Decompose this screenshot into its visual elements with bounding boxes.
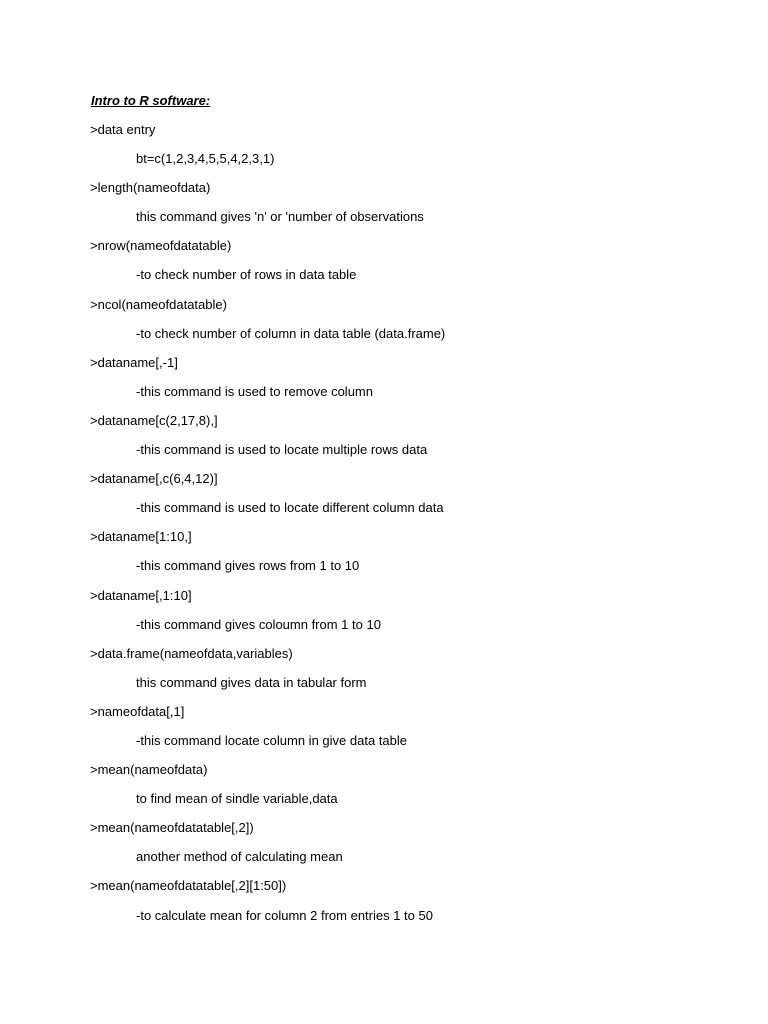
command-description: -this command gives coloumn from 1 to 10 [136, 616, 381, 632]
list-item [0, 819, 768, 877]
command-text: >dataname[,c(6,4,12)] [90, 471, 218, 487]
command-description: -this command locate column in give data table [136, 732, 407, 748]
command-text: >nameofdata[,1] [90, 703, 185, 719]
command-text: >dataname[c(2,17,8),] [90, 412, 218, 428]
command-text: >data.frame(nameofdata,variables) [90, 645, 293, 661]
list-item [0, 470, 768, 528]
document-title: Intro to R software: [91, 93, 211, 108]
command-text: >mean(nameofdatatable[,2]) [90, 820, 254, 836]
command-description: to find mean of sindle variable,data [136, 791, 338, 807]
command-text: >nrow(nameofdatatable) [90, 238, 232, 254]
command-description: another method of calculating mean [136, 849, 343, 865]
list-item [0, 179, 768, 237]
list-item [0, 296, 768, 354]
command-description: -this command gives rows from 1 to 10 [136, 558, 360, 574]
list-item [0, 645, 768, 703]
list-item [0, 761, 768, 819]
list-item [0, 121, 768, 179]
command-text: >data entry [90, 122, 156, 137]
list-item [0, 237, 768, 295]
command-description: bt=c(1,2,3,4,5,5,4,2,3,1) [136, 151, 275, 167]
command-description: this command gives 'n' or 'number of observations [136, 209, 424, 225]
command-text: >mean(nameofdata) [90, 762, 208, 778]
command-description: -this command is used to locate different column data [136, 500, 444, 516]
command-text: >length(nameofdata) [90, 180, 211, 196]
list-item [0, 587, 768, 645]
command-description: -to calculate mean for column 2 from entries 1 to 50 [136, 907, 433, 923]
command-description: -this command is used to remove column [136, 383, 373, 399]
list-item [0, 877, 768, 935]
command-text: >mean(nameofdatatable[,2][1:50]) [90, 878, 287, 894]
list-item [0, 354, 768, 412]
list-item [0, 703, 768, 761]
command-description: -to check number of column in data table (data.frame) [136, 325, 446, 341]
command-description: -to check number of rows in data table [136, 267, 357, 283]
command-text: >dataname[1:10,] [90, 529, 192, 545]
command-list [0, 121, 768, 936]
command-description: -this command is used to locate multiple rows data [136, 442, 428, 458]
command-text: >dataname[,1:10] [90, 587, 192, 603]
list-item [0, 412, 768, 470]
command-text: >ncol(nameofdatatable) [90, 296, 227, 312]
command-description: this command gives data in tabular form [136, 674, 367, 690]
command-text: >dataname[,-1] [90, 354, 178, 370]
list-item [0, 528, 768, 586]
